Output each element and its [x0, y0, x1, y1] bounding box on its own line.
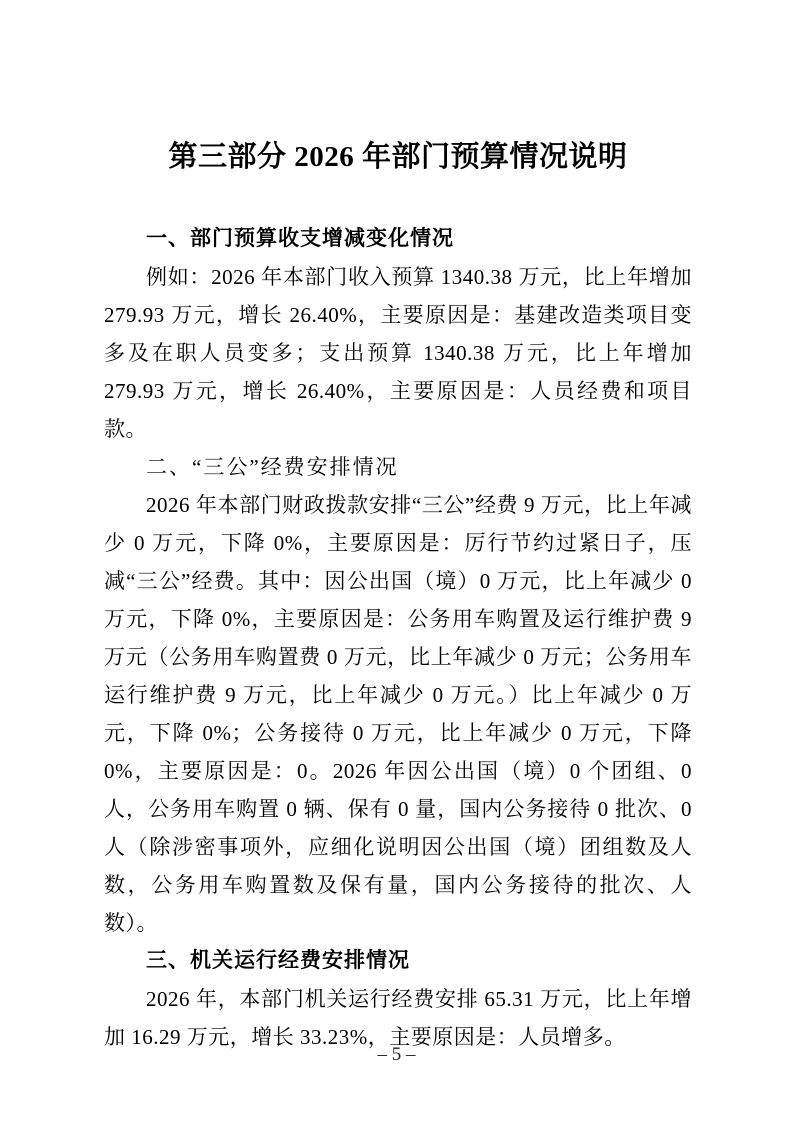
section-heading-1: 一、部门预算收支增减变化情况 — [146, 227, 454, 250]
section-paragraph: 例如：2026 年本部门收入预算 1340.38 万元，比上年增加 279.93 万元，增长 26.40%，主要原因是：基建改造类项目变多及在职人员变多；支出预算 1340.38 万元，比上年增加 279.93 万元，增长 26.40%，主要原因是：人员经费和项目款。 — [104, 265, 692, 441]
section-paragraph: 2026 年，本部门机关运行经费安排 65.31 万元，比上年增加 16.29 万元，增长 33.23%，主要原因是：人员增多。 — [104, 987, 692, 1049]
section-heading-2: 二、“三公”经费安排情况 — [146, 455, 399, 479]
section-budget-changes — [104, 220, 692, 448]
section-three-public-funds — [104, 448, 692, 942]
section-operating-funds — [104, 942, 692, 1056]
document-title: 第三部分 2026 年部门预算情况说明 — [168, 141, 628, 173]
page-number: – 5 – — [377, 1044, 416, 1065]
document-content — [104, 134, 692, 1056]
section-paragraph: 2026 年本部门财政拨款安排“三公”经费 9 万元，比上年减少 0 万元，下降 0%，主要原因是：厉行节约过紧日子，压减“三公”经费。其中：因公出国（境）0 万元，比上年减少 0 万元，下降 0%，主要原因是：公务用车购置及运行维护费 9 万元（公务用车购置费 0 万元，比上年减少 0 万元；公务用车运行维护费 9 万元，比上年减少 0 万元。）比上年减少 0 万元，下降 0%；公务接待 0 万元，比上年减少 0 万元，下降 0%，主要原因是：0。2026 年因公出国（境）0 个团组、0 人，公务用车购置 0 辆、保有 0 量，国内公务接待 0 批次、0 人（除涉密事项外，应细化说明因公出国（境）团组数及人数，公务用车购置数及保有量，国内公务接待的批次、人数）。 — [104, 493, 692, 935]
section-heading-3: 三、机关运行经费安排情况 — [146, 949, 410, 972]
